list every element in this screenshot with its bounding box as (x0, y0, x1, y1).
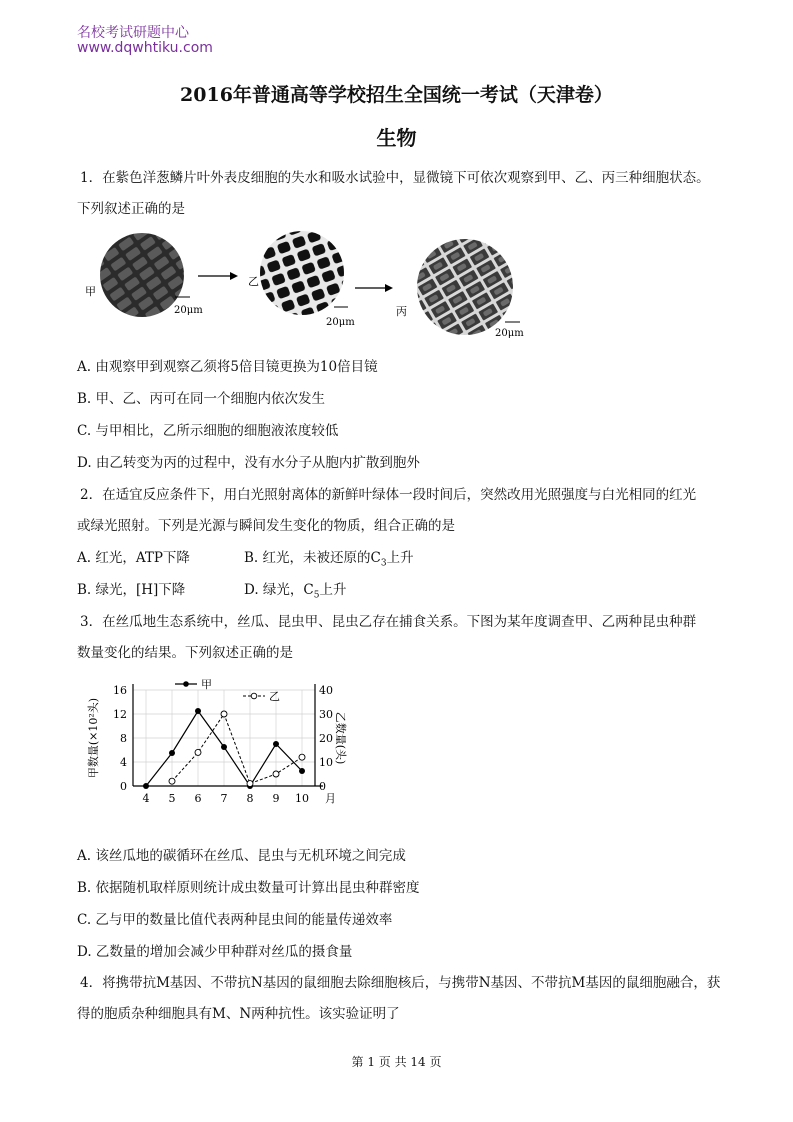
scale-bar-2: 20μm (326, 317, 355, 328)
data-point-yi (273, 771, 279, 777)
cell-image-bing (417, 239, 513, 335)
q2-option-d-text: D. 绿光，C (244, 582, 314, 598)
data-point-yi (169, 778, 175, 784)
y-left-tick-label: 12 (113, 708, 127, 721)
q3-option-d: D. 乙数量的增加会减少甲种群对丝瓜的摄食量 (77, 944, 353, 960)
data-point-yi (299, 754, 305, 760)
arrow-2 (355, 284, 393, 292)
exam-title: 2016年普通高等学校招生全国统一考试（天津卷） (180, 84, 613, 106)
x-tick-label: 6 (194, 792, 202, 805)
q3-stem-line2: 数量变化的结果。下列叙述正确的是 (77, 645, 293, 661)
x-tick-label: 5 (168, 792, 176, 805)
x-tick-label: 4 (142, 792, 150, 805)
data-point-jia (143, 783, 149, 789)
y-right-tick-label: 20 (319, 732, 333, 745)
q2-option-b (244, 548, 414, 574)
y-left-tick-label: 4 (120, 756, 127, 769)
y-left-tick-label: 8 (120, 732, 127, 745)
y-right-tick-label: 10 (319, 756, 333, 769)
q2-stem-line2: 或绿光照射。下列是光源与瞬间发生变化的物质，组合正确的是 (77, 518, 455, 534)
y-right-tick-label: 40 (319, 684, 333, 697)
label-yi: 乙 (248, 275, 259, 288)
legend-marker-yi (251, 693, 257, 699)
q1-option-c: C. 与甲相比，乙所示细胞的细胞液浓度较低 (77, 423, 339, 439)
data-point-jia (195, 708, 201, 714)
x-tick-label: 10 (295, 792, 309, 805)
x-unit-label: 月 (325, 792, 336, 805)
scale-bar-3: 20μm (495, 328, 524, 339)
series-line-yi (172, 714, 302, 784)
q3-option-a: A. 该丝瓜地的碳循环在丝瓜、昆虫与无机环境之间完成 (77, 848, 406, 864)
q2-option-c: B. 绿光，[H]下降 (77, 582, 186, 598)
data-point-yi (195, 749, 201, 755)
q2-option-d (244, 580, 347, 606)
q1-stem-line1: 1．在紫色洋葱鳞片叶外表皮细胞的失水和吸水试验中，显微镜下可依次观察到甲、乙、丙三种细胞状态。 (80, 170, 710, 186)
legend-marker-jia (183, 681, 189, 687)
q4-stem-line1: 4．将携带抗M基因、不带抗N基因的鼠细胞去除细胞核后，与携带N基因、不带抗M基因的鼠细胞融合，获 (80, 975, 721, 991)
arrow-1 (198, 272, 238, 280)
y-left-axis-label: 甲数量(×10²头) (87, 697, 100, 779)
data-point-jia (221, 744, 227, 750)
x-tick-label: 8 (246, 792, 254, 805)
label-jia: 甲 (85, 285, 96, 298)
data-point-yi (221, 711, 227, 717)
q2-option-b-tail: 上升 (386, 550, 414, 566)
q1-option-d: D. 由乙转变为丙的过程中，没有水分子从胞内扩散到胞外 (77, 455, 420, 471)
scale-bar-1: 20μm (174, 305, 203, 316)
cell-image-yi (260, 231, 344, 315)
q4-stem-line2: 得的胞质杂种细胞具有M、N两种抗性。该实验证明了 (77, 1006, 400, 1022)
x-tick-label: 9 (272, 792, 280, 805)
q2-option-d-tail: 上升 (319, 582, 347, 598)
q2-stem-line1: 2．在适宜反应条件下，用白光照射离体的新鲜叶绿体一段时间后，突然改用光照强度与白光相同的红光 (80, 487, 697, 503)
data-point-yi (247, 781, 253, 787)
q3-stem-line1: 3．在丝瓜地生态系统中，丝瓜、昆虫甲、昆虫乙存在捕食关系。下图为某年度调查甲、乙两种昆虫种群 (80, 614, 697, 630)
watermark-url[interactable]: www.dqwhtiku.com (77, 40, 213, 56)
q3-option-b: B. 依据随机取样原则统计成虫数量可计算出昆虫种群密度 (77, 880, 420, 896)
page-number: 第 1 页 共 14 页 (351, 1055, 442, 1069)
data-point-jia (273, 741, 279, 747)
q2-option-a: A. 红光，ATP下降 (77, 550, 190, 566)
q2-option-b-subscript: 3 (380, 558, 387, 569)
q1-option-b: B. 甲、乙、丙可在同一个细胞内依次发生 (77, 391, 326, 407)
subject-title: 生物 (376, 126, 417, 150)
y-right-axis-label: 乙数量(头) (334, 711, 347, 765)
watermark-name: 名校考试研题中心 (77, 25, 189, 41)
data-point-jia (299, 768, 305, 774)
q2-option-b-text: B. 红光，未被还原的C (244, 550, 381, 566)
y-left-tick-label: 16 (113, 684, 127, 697)
y-right-tick-label: 0 (319, 780, 326, 793)
label-bing: 丙 (396, 305, 407, 318)
q3-population-chart (85, 672, 345, 830)
y-left-tick-label: 0 (120, 780, 127, 793)
x-tick-label: 7 (220, 792, 228, 805)
q1-microscope-figure (80, 225, 540, 345)
legend-label-yi: 乙 (269, 690, 280, 703)
y-right-tick-label: 30 (319, 708, 333, 721)
q2-option-d-subscript: 5 (313, 590, 320, 601)
q3-option-c: C. 乙与甲的数量比值代表两种昆虫间的能量传递效率 (77, 912, 393, 928)
q1-stem-line2: 下列叙述正确的是 (77, 201, 185, 217)
data-point-jia (169, 750, 175, 756)
legend-label-jia: 甲 (201, 678, 212, 691)
cell-image-jia (100, 233, 184, 317)
q1-option-a: A. 由观察甲到观察乙须将5倍目镜更换为10倍目镜 (77, 359, 378, 375)
